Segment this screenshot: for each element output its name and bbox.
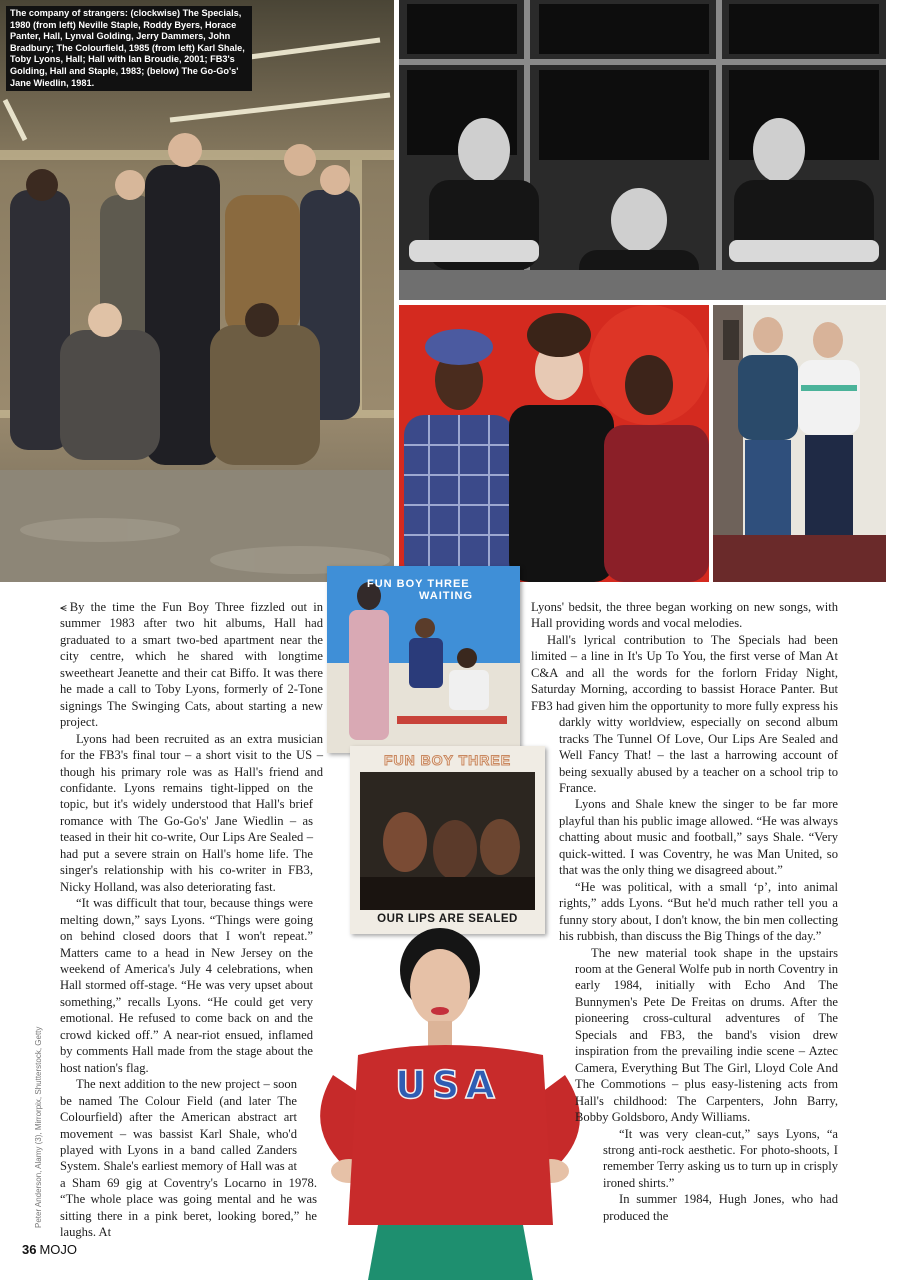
photo-credit: Peter Anderson, Alamy (3), Mirrorpix, Shutterstock, Getty [34,1026,43,1228]
sleeve-lips-band: FUN BOY THREE [383,752,512,768]
shirt-text: USA [395,1063,501,1107]
photo-hall-broudie-2001 [713,305,886,582]
paragraph: The new material took shape in the upstairs room at the General Wolfe pub in north Coventry in early 1984, initially with Echo And The Bunnymen's Pete De Freitas on drums. After the pioneering cross-cultural adventures of The Specials and FB3, the band's vision drew inspiration from the prevailing indie scene – Aztec Camera, Everything But The Girl, Lloyd Cole And The Commotions – plus easy-listening acts from Hall's childhood: The Carpenters, John Barry, Bobby Goldsboro, Andy Williams. [575,945,838,1125]
paragraph-text: By the time the Fun Boy Three fizzled out in summer 1983 after two hit albums, Hall had graduated to a smart two-bed apartment near the city centre, which he shared with longtime sweetheart Jeanette and their cat Biffo. It was there he made a call to Toby Lyons, formerly of 2-Tone signings The Swinging Cats, about starting a new project. [60,600,323,730]
photo-colourfield-1985 [399,0,886,300]
sleeve-waiting-band: FUN BOY THREE [367,578,470,590]
paragraph: Lyons had been recruited as an extra musician for the FB3's final tour – a short visit to the US – though his primary role was as Hall's friend and confidante. Lyons remains tight-lipped on the topic, but it's widely understood that Hall's brief romance with The Go-Go's' Jane Wiedlin – as teased in their hit co-write, Our Lips Are Sealed – had put a severe strain on Hall's home life. The singer's relationship with his co-writer in FB3, Nicky Holland, was also deteriorating fast. [60,731,323,894]
wrap-spacer [483,1062,575,1128]
paragraph: Hall's lyrical contribution to The Specials had been limited – a line in It's Up To You, the first verse of Man At C&A and all the words for the forlorn Friday Night, Saturday Morning, according to bassist Horace Panter. But FB3 had given him the opportunity to more fully express his darkly witty worldview, especially on second album tracks The Tunnel Of Love, Our Lips Are Sealed and Well Fancy That! – the last a harrowing account of being sexually abused by a teacher on a school trip to France. [531,632,838,795]
sleeve-waiting-title: WAITING [419,590,474,602]
paragraph: The next addition to the new project – soon be named The Colour Field (and later The Colourfield) after the American abstract art movement – was bassist Karl Shale, who'd played with Lyons in a band called Zanders System. Shale's earliest memory of Hall was at a Sham 69 gig at Coventry's Locarno in 1978. “The whole place was going mental and he was sitting there in a pink beret, looking bored,” he laughs. At [60,1077,317,1240]
wrap-spacer [345,944,377,1004]
wrap-spacer [483,715,559,929]
wrap-spacer [483,1128,603,1228]
paragraph: In summer 1984, Hugh Jones, who had produced the [603,1192,838,1223]
wrap-spacer [483,599,531,715]
wrap-spacer [313,1004,377,1084]
paragraph: “It was difficult that tour, because things were melting down,” says Lyons. “Things were going on behind closed doors that I won't repeat.” Matters came to a head in New Jersey on the weekend of America's July 4 celebrations, when Hall stormed off-stage. “He was very upset about something,” recalls Lyons. “He could get very emotional. He refused to come back on and the crowd kicked off.” A near-riot ensued, inflamed by comments Hall made from the stage about the host nation's flag. [60,896,313,1075]
photo-caption: The company of strangers: (clockwise) The Specials, 1980 (from left) Neville Staple, Roddy Byers, Horace Panter, Hall, Lynval Golding, Jerry Dammers, John Bradbury; The Colourfield, 1985 (from left) Karl Shale, Toby Lyons, Hall; Hall with Ian Broudie, 2001; FB3's Golding, Hall and Staple, 1983; (below) The Go-Go's' Jane Wiedlin, 1981. [6,6,252,91]
photo-fb3-1983 [399,305,709,582]
page-number: 36 [22,1242,37,1257]
wrap-spacer [483,930,505,996]
wrap-spacer [323,599,377,767]
paragraph: Lyons' bedsit, the three began working on new songs, with Hall providing words and vocal melodies. [531,600,838,631]
paragraph: “He was political, with a small ‘p’, into animal rights,” adds Lyons. “But he'd much rather tell you a funny story about, I don't know, the bin men collecting his rubbish, than discuss the Big Things of the day.” [559,879,838,944]
body-column-right [483,599,838,1280]
wrap-spacer [345,767,377,943]
paragraph: Lyons and Shale knew the singer to be far more playful than his public image allowed. “He was always chatting about music and football,” says Shale. “Very quick-witted. I was Coventry, he was Man United, so that was the only thing we disagreed about.” [559,797,838,878]
wrap-spacer [317,1164,377,1244]
sleeve-lips-title: OUR LIPS ARE SEALED [377,913,518,925]
wrap-spacer [483,1228,523,1280]
wrap-spacer [297,1084,377,1164]
body-column-left [60,599,377,1244]
paragraph: “It was very clean-cut,” says Lyons, “a strong anti-rock aesthetic. For photo-shoots, I remember Terry asking us to turn up in crisply ironed shirts.” [603,1126,838,1190]
magazine-name: MOJO [39,1242,78,1257]
wrap-spacer [483,996,523,1062]
page-folio [22,1242,77,1257]
arrow-icon: ⪪ [60,600,67,614]
